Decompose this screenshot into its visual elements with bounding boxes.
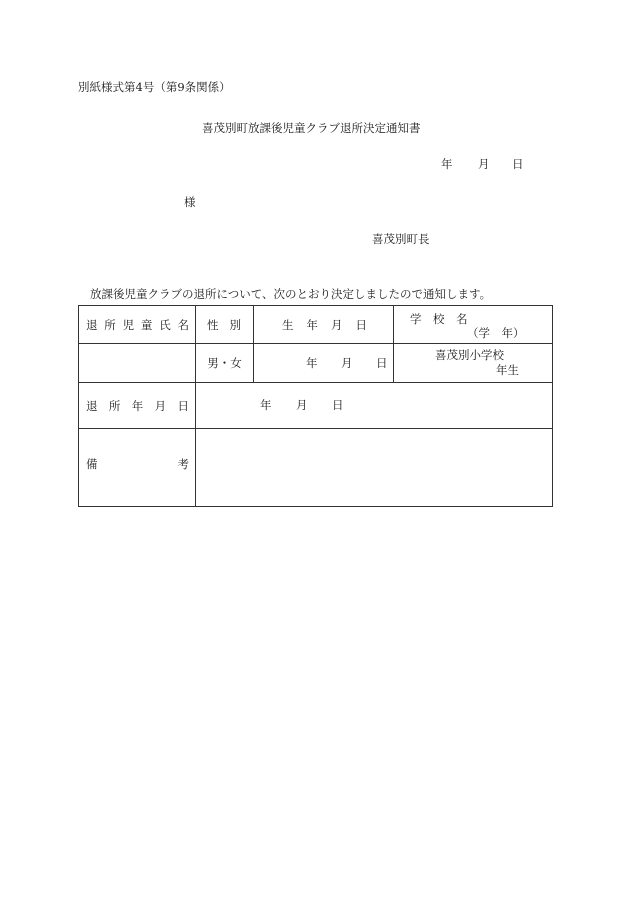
withdrawal-date-row bbox=[79, 383, 553, 429]
document-title: 喜茂別町放課後児童クラブ退所決定通知書 bbox=[202, 121, 421, 135]
withdrawal-month: 月 bbox=[296, 398, 308, 412]
header-school-grade: （学 年） bbox=[467, 326, 525, 340]
remarks-value[interactable] bbox=[196, 429, 553, 507]
intro-text: 放課後児童クラブの退所について、次のとおり決定しましたので通知します。 bbox=[90, 287, 492, 301]
school-name: 喜茂別小学校 bbox=[435, 348, 504, 362]
header-child-name: 退 所 児 童 氏 名 bbox=[79, 306, 196, 344]
remarks-row bbox=[79, 429, 553, 507]
withdrawal-year: 年 bbox=[260, 398, 272, 412]
school-cell[interactable] bbox=[394, 344, 553, 383]
form-number: 別紙様式第4号（第9条関係） bbox=[78, 80, 231, 94]
recipient-suffix: 様 bbox=[184, 195, 196, 209]
birth-year: 年 bbox=[306, 356, 318, 370]
header-school bbox=[394, 306, 553, 344]
issue-date-month: 月 bbox=[478, 157, 490, 171]
remarks-label: 備 考 bbox=[79, 429, 196, 507]
withdrawal-date-value[interactable] bbox=[196, 383, 553, 429]
school-grade: 年生 bbox=[496, 363, 519, 377]
issuer-name: 喜茂別町長 bbox=[372, 232, 430, 246]
withdrawal-day: 日 bbox=[332, 398, 344, 412]
birth-month: 月 bbox=[341, 356, 353, 370]
gender-options-cell[interactable]: 男・女 bbox=[196, 344, 254, 383]
header-gender: 性 別 bbox=[196, 306, 254, 344]
issue-date-day: 日 bbox=[512, 157, 524, 171]
header-birthdate: 生 年 月 日 bbox=[254, 306, 394, 344]
child-name-cell[interactable] bbox=[79, 344, 196, 383]
issue-date-year: 年 bbox=[441, 157, 453, 171]
withdrawal-table bbox=[78, 305, 553, 507]
birthdate-cell[interactable] bbox=[254, 344, 394, 383]
table-header-row bbox=[79, 306, 553, 344]
withdrawal-date-label: 退 所 年 月 日 bbox=[79, 383, 196, 429]
birth-day: 日 bbox=[376, 356, 388, 370]
header-school-name: 学 校 名 bbox=[410, 312, 468, 326]
table-row bbox=[79, 344, 553, 383]
